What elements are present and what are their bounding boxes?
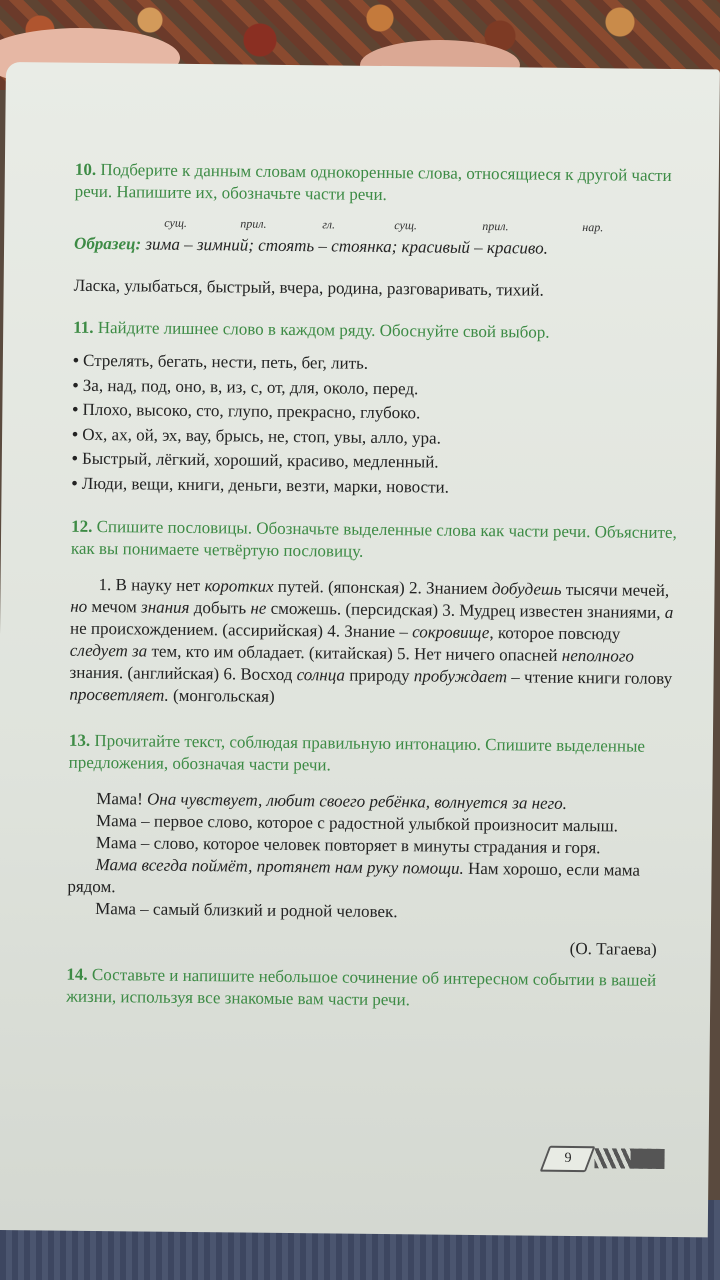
exercise-number: 11. bbox=[73, 317, 94, 337]
exercise-number: 14. bbox=[66, 964, 88, 984]
task-text: Подберите к данным словам однокоренные слова, относящиеся к другой части речи. Напишите их, обозначьте части речи. bbox=[74, 159, 672, 204]
mama-text bbox=[67, 788, 679, 960]
author-attribution: (О. Тагаева) bbox=[569, 938, 657, 959]
text-line bbox=[67, 854, 677, 904]
exercise-10-task bbox=[75, 159, 685, 209]
exercise-number: 13. bbox=[68, 730, 91, 750]
task-text: Прочитайте текст, соблюдая правильную интонацию. Спишите выделенные предложения, обозначая части речи. bbox=[68, 730, 646, 775]
exercise-10 bbox=[74, 159, 685, 303]
exercise-14 bbox=[66, 964, 676, 1014]
exercise-13 bbox=[67, 730, 679, 960]
list-item: • Ох, ах, ой, эх, вау, брысь, не, стоп, увы, алло, ура. bbox=[72, 422, 682, 453]
list-item: • Плохо, высоко, сто, глупо, прекрасно, глубоко. bbox=[72, 398, 682, 429]
highlighted-word: неполного bbox=[561, 645, 634, 666]
highlighted-word: сокровище bbox=[412, 622, 490, 643]
text-fragment: (монгольская) bbox=[168, 685, 275, 706]
abbr-label: сущ. bbox=[164, 215, 188, 230]
text-line: Мама – слово, которое человек повторяет в минуты страдания и горя. bbox=[95, 832, 601, 858]
book-page bbox=[0, 62, 720, 1237]
highlighted-sentence: Мама всегда поймёт, протянет нам руку помощи. bbox=[95, 854, 464, 878]
word-list: Ласка, улыбаться, быстрый, вчера, родина, разговаривать, тихий. bbox=[73, 275, 544, 300]
exercise-13-task bbox=[69, 730, 679, 780]
highlighted-word: солнца bbox=[296, 665, 346, 685]
text-fragment: мечом bbox=[87, 596, 142, 617]
sample-label: Образец: bbox=[74, 233, 142, 254]
abbr-label: прил. bbox=[482, 218, 509, 234]
exercise-12 bbox=[69, 516, 681, 712]
abbr-label: сущ. bbox=[394, 218, 418, 233]
word-rows bbox=[71, 349, 683, 502]
text-line: Мама – первое слово, которое с радостной улыбкой произносит малыш. bbox=[95, 810, 619, 836]
text-line: Мама – самый близкий и родной человек. bbox=[95, 898, 398, 922]
page-number-bar bbox=[630, 1149, 664, 1169]
highlighted-word: пробуждает bbox=[413, 666, 508, 687]
highlighted-word: а bbox=[664, 602, 674, 623]
page-content bbox=[66, 159, 685, 1014]
text-fragment: природу bbox=[344, 665, 414, 686]
page-number-badge bbox=[534, 1146, 664, 1171]
text-fragment: знания. (английская) 6. Восход bbox=[69, 662, 297, 685]
abbr-label: нар. bbox=[582, 220, 604, 235]
task-text: Составьте и напишите небольшое сочинение об интересном событии в вашей жизни, используя все знакомые вам части речи. bbox=[66, 964, 657, 1010]
exercise-11 bbox=[71, 317, 683, 502]
text-fragment: добыть bbox=[189, 597, 251, 618]
task-text: Найдите лишнее слово в каждом ряду. Обоснуйте свой выбор. bbox=[97, 317, 550, 342]
text-fragment: сможешь. (персидская) 3. Мудрец известен знаниями, bbox=[266, 598, 665, 622]
text-fragment: Нам хорошо, если мама рядом. bbox=[67, 858, 641, 897]
list-item: • За, над, под, оно, в, из, с, от, для, около, перед. bbox=[72, 373, 682, 404]
abbr-label: прил. bbox=[240, 216, 267, 231]
exercise-11-task bbox=[73, 317, 683, 345]
text-fragment: – чтение книги голову bbox=[506, 667, 673, 689]
list-item: • Стрелять, бегать, нести, петь, бег, лить. bbox=[73, 349, 683, 380]
highlighted-word: просветляет. bbox=[69, 684, 169, 705]
page-number-box bbox=[540, 1146, 596, 1172]
highlighted-word: коротких bbox=[204, 576, 274, 596]
task-text: Спишите пословицы. Обозначьте выделенные слова как части речи. Объясните, как вы понимаете четвёртую пословицу. bbox=[70, 516, 677, 561]
highlighted-word: следует за bbox=[69, 640, 148, 661]
text-fragment: тем, кто им обладает. (китайская) 5. Нет ничего опасней bbox=[147, 641, 562, 665]
highlighted-word: но bbox=[70, 596, 88, 616]
exercise-14-task bbox=[66, 964, 676, 1014]
text-fragment: тысячи мечей, bbox=[561, 579, 670, 600]
text-fragment: Мама! bbox=[96, 788, 148, 809]
sample-text: зима – зимний; стоять – стоянка; красивый – красиво. bbox=[145, 234, 548, 258]
exercise-number: 12. bbox=[71, 516, 93, 536]
text-fragment: 1. В науку нет bbox=[98, 574, 205, 596]
text-fragment: путей. (японская) 2. Знанием bbox=[273, 576, 493, 599]
highlighted-word: добудешь bbox=[491, 579, 562, 599]
text-fragment: не происхождением. (ассирийская) 4. Знание – bbox=[69, 618, 413, 642]
highlighted-word: не bbox=[250, 598, 267, 618]
highlighted-sentence: Она чувствует, любит своего ребёнка, волнуется за него. bbox=[146, 789, 568, 813]
exercise-12-task bbox=[71, 516, 681, 566]
exercise-number: 10. bbox=[74, 159, 97, 179]
text-fragment: , которое повсюду bbox=[489, 623, 621, 644]
highlighted-word: знания bbox=[141, 597, 190, 617]
abbr-label: гл. bbox=[322, 217, 336, 232]
page-number: 9 bbox=[563, 1150, 572, 1166]
proverbs-text bbox=[69, 574, 680, 712]
list-item: • Быстрый, лёгкий, хороший, красиво, медленный. bbox=[72, 447, 682, 478]
list-item: • Люди, вещи, книги, деньги, везти, марки, новости. bbox=[71, 471, 681, 502]
